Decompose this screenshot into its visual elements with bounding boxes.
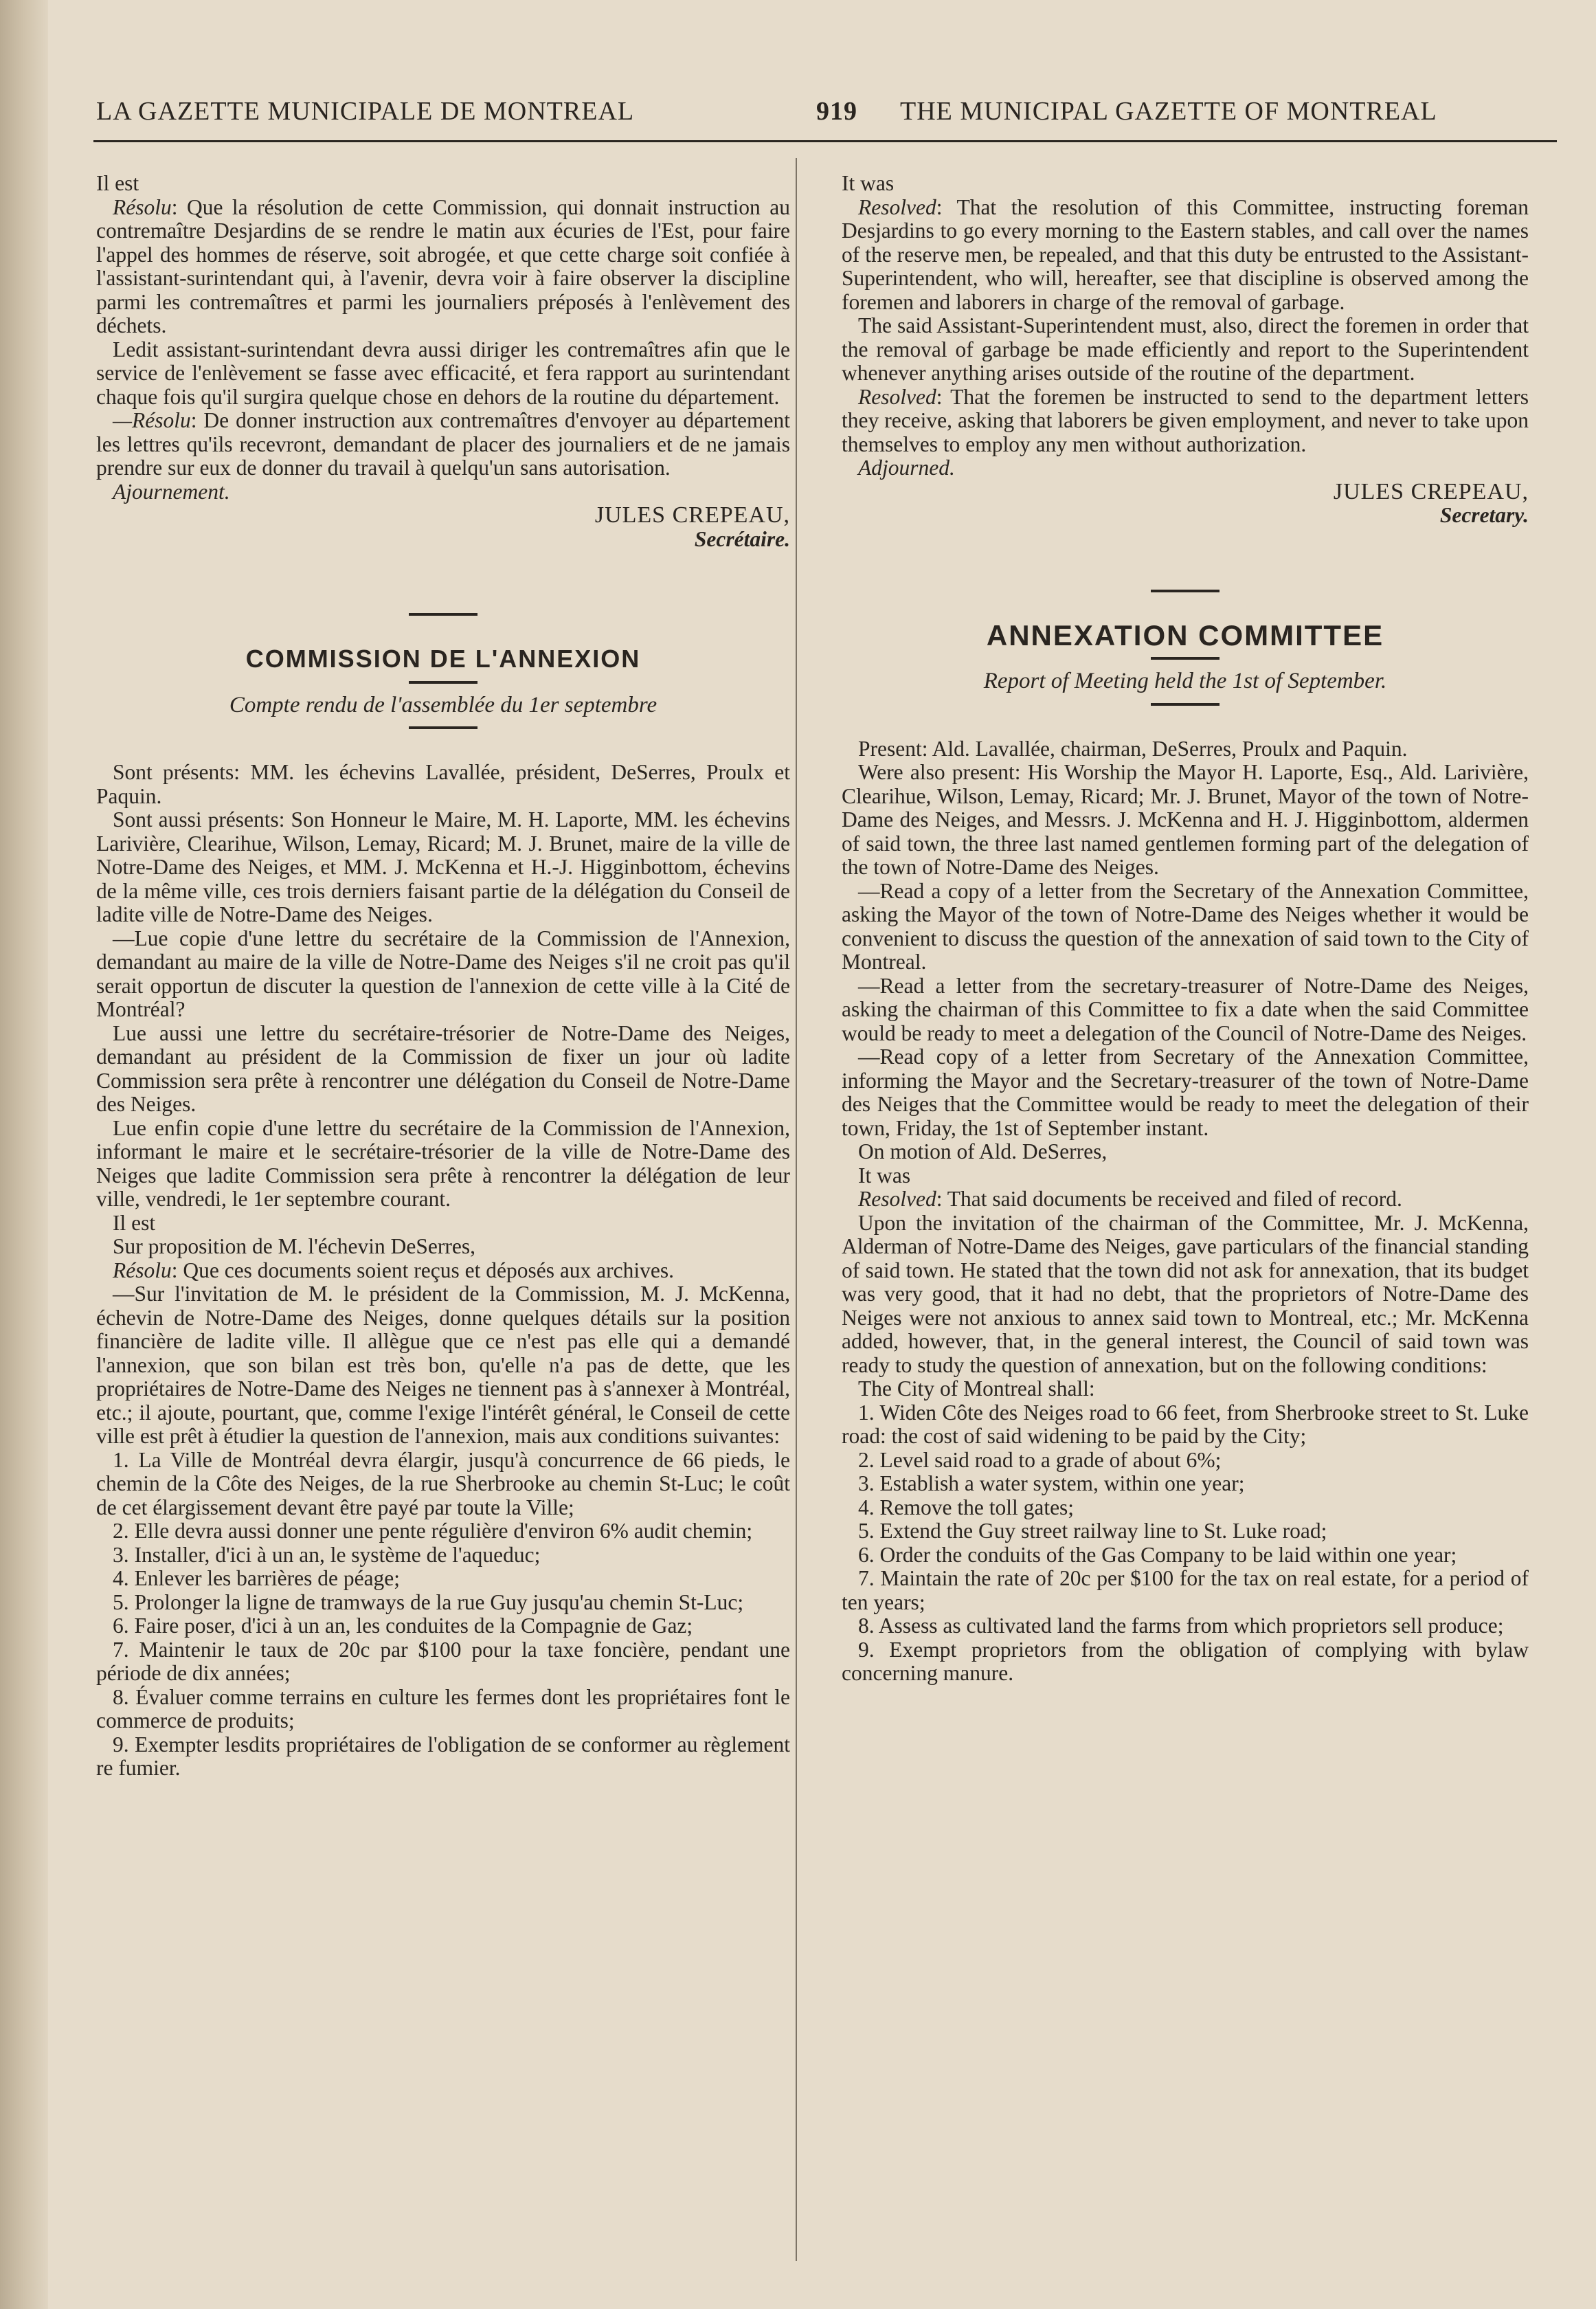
en-letter-1: —Read a copy of a letter from the Secretary of the Annexation Committee, asking the Mayor of the town of Notre-Dame des Neiges whether it would be convenient to discuss the question of the annexation of said town to the City of Montreal. <box>842 878 1529 974</box>
en-paragraph-assistant: The said Assistant-Superintendent must, also, direct the foremen in order that the removal of garbage be made efficiently and report to the Superintendent whenever anything arises outside of the routine of the department. <box>842 313 1529 385</box>
en-adjourned: Adjourned. <box>858 456 955 480</box>
en-resolution-1-label: Resolved <box>858 194 936 219</box>
en-subtitle: Report of Meeting held the 1st of September. <box>983 669 1387 693</box>
english-column <box>842 172 1529 1686</box>
en-it-was: It was <box>842 171 895 195</box>
en-resolution-2 <box>842 386 1529 457</box>
header-rule <box>93 140 1557 142</box>
fr-resolution-1-label: Résolu <box>113 194 172 219</box>
fr-it-was: Il est <box>96 171 139 195</box>
list-item: 6. Order the conduits of the Gas Company to be laid within one year; <box>858 1542 1457 1567</box>
fr-resolution-3-text: : Que ces documents soient reçus et déposés aux archives. <box>171 1258 675 1282</box>
fr-motion: Sur proposition de M. l'échevin DeSerres, <box>113 1234 475 1258</box>
list-item: 4. Enlever les barrières de péage; <box>113 1566 401 1590</box>
page-number: 919 <box>816 97 857 126</box>
en-resolution-1 <box>842 196 1529 315</box>
gazette-page <box>55 0 1596 2309</box>
fr-resolution-2-label: —Résolu <box>113 408 191 432</box>
fr-present: Sont présents: MM. les échevins Lavallée, président, DeSerres, Proulx et Paquin. <box>96 760 790 808</box>
fr-signature-title: Secrétaire. <box>694 526 790 551</box>
fr-adjournment: Ajournement. <box>113 479 230 504</box>
en-resolution-2-text: : That the foremen be instructed to send to the department letters they receive, asking that laborers be given employment, and never to take upon themselves to employ any men without authorization. <box>842 384 1529 456</box>
list-item: 3. Installer, d'ici à un an, le système de l'aqueduc; <box>113 1542 541 1567</box>
list-item: 6. Faire poser, d'ici à un an, les conduites de la Compagnie de Gaz; <box>113 1614 693 1638</box>
en-letter-3: —Read copy of a letter from Secretary of the Annexation Committee, informing the Mayor and the Secretary-treasurer of the town of Notre-Dame des Neiges that the Committee would be ready to meet the delegation of their town, Friday, the 1st of September instant. <box>842 1045 1529 1140</box>
list-item: 1. Widen Côte des Neiges road to 66 feet, from Sherbrooke street to St. Luke road: the cost of said widening to be paid by the City; <box>842 1400 1529 1448</box>
list-item: 2. Elle devra aussi donner une pente régulière d'environ 6% audit chemin; <box>113 1519 753 1543</box>
list-item: 8. Évaluer comme terrains en culture les fermes dont les propriétaires font le commerce de produits; <box>96 1684 790 1732</box>
list-item: 7. Maintain the rate of 20c per $100 for the tax on real estate, for a period of ten years; <box>842 1566 1529 1614</box>
en-resolution-2-label: Resolved <box>858 384 936 409</box>
fr-letter-3: Lue enfin copie d'une lettre du secrétaire de la Commission de l'Annexion, informant le maire et le secrétaire-trésorier de la ville de Notre-Dame des Neiges que ladite Commission sera prête à rencontrer la délégation de leur ville, vendredi, le 1er septembre courant. <box>96 1115 790 1211</box>
en-resolution-1-text: : That the resolution of this Committee, instructing foreman Desjardins to go every morning to the Eastern stables, and call over the names of the reserve men, be repealed, and that this duty be entrusted to the Assistant-Superintendent, who will, hereafter, see that discipline is observed among the foremen and laborers in charge of the removal of garbage. <box>842 194 1529 314</box>
en-city-shall: The City of Montreal shall: <box>858 1376 1095 1401</box>
list-item: 5. Extend the Guy street railway line to St. Luke road; <box>858 1519 1327 1543</box>
list-item: 9. Exempt proprietors from the obligation of complying with bylaw concerning manure. <box>842 1637 1529 1685</box>
column-divider <box>796 158 797 2261</box>
fr-letter-2: Lue aussi une lettre du secrétaire-trésorier de Notre-Dame des Neiges, demandant au président de la Commission de fixer un jour où ladite Commission sera prête à rencontrer une délégation du Conseil de Notre-Dame des Neiges. <box>96 1020 790 1116</box>
en-resolution-3-label: Resolved <box>858 1187 936 1211</box>
fr-it-was-2: Il est <box>113 1210 156 1235</box>
en-also-present: Were also present: His Worship the Mayor H. Laporte, Esq., Ald. Larivière, Clearihue, Wilson, Lemay, Ricard; Mr. J. Brunet, Mayor of the town of Notre-Dame des Neiges, and Messrs. J. McKenna and H. J. Higginbottom, aldermen of said town, the three last named gentlemen forming part of the delegation of the town of Notre-Dame des Neiges. <box>842 760 1529 879</box>
en-present: Present: Ald. Lavallée, chairman, DeSerres, Proulx and Paquin. <box>858 736 1408 761</box>
fr-also-present: Sont aussi présents: Son Honneur le Maire, M. H. Laporte, MM. les échevins Larivière, Clearihue, Wilson, Lemay, Ricard; M. J. Brunet, maire de la ville de Notre-Dame des Neiges, et MM. J. McKenna et H.-J. Higginbottom, échevins de la même ville, ces trois derniers faisant partie de la délégation du Conseil de ladite ville de Notre-Dame des Neiges. <box>96 807 790 926</box>
en-section-title: ANNEXATION COMMITTEE <box>986 618 1384 651</box>
fr-subtitle: Compte rendu de l'assemblée du 1er septembre <box>229 692 657 717</box>
fr-letter-1: —Lue copie d'une lettre du secrétaire de la Commission de l'Annexion, demandant au maire de la ville de Notre-Dame des Neiges s'il ne croit pas qu'il serait opportun de discuter la question de l'annexion de cette ville à la Cité de Montréal? <box>96 926 790 1021</box>
fr-resolution-2 <box>96 409 790 480</box>
list-item: 1. La Ville de Montréal devra élargir, jusqu'à concurrence de 66 pieds, le chemin de la Côte des Neiges, de la rue Sherbrooke au chemin St-Luc; le coût de cet élargissement devant être payé par toute la Ville; <box>96 1447 790 1519</box>
en-signature-name: JULES CREPEAU, <box>1333 478 1529 504</box>
fr-resolution-3 <box>96 1259 790 1283</box>
fr-resolution-2-text: : De donner instruction aux contremaîtres d'envoyer au département les lettres qu'ils recevront, demandant de placer des journaliers et de ne jamais prendre sur eux de donner du travail à quelqu'un sans autorisation. <box>96 408 790 480</box>
fr-resolution-1 <box>96 196 790 338</box>
running-header <box>96 96 1553 137</box>
fr-signature-name: JULES CREPEAU, <box>594 502 790 528</box>
fr-mckenna-statement: —Sur l'invitation de M. le président de la Commission, M. J. McKenna, échevin de Notre-Dame des Neiges, donne quelques détails sur la position financière de ladite ville. Il allègue que ce n'est pas elle qui a demandé l'annexion, que son bilan est très bon, qu'elle n'a pas de dette, que les propriétaires de Notre-Dame des Neiges ne tiennent pas à s'annexer à Montréal, etc.; il ajoute, pourtant, que, comme l'exige l'intérêt général, le Conseil de cette ville est prêt à étudier la question de l'annexion, mais aux conditions suivantes: <box>96 1282 790 1448</box>
en-signature-title: Secretary. <box>1439 503 1529 527</box>
list-item: 5. Prolonger la ligne de tramways de la rue Guy jusqu'au chemin St-Luc; <box>113 1589 744 1614</box>
list-item: 9. Exempter lesdits propriétaires de l'obligation de se conformer au règlement re fumier. <box>96 1732 790 1780</box>
page-binding-shadow <box>0 0 48 2309</box>
en-resolution-3 <box>842 1187 1529 1212</box>
fr-paragraph-assistant: Ledit assistant-surintendant devra aussi diriger les contremaîtres afin que le service de l'enlèvement se fasse avec efficacité, et fera rapport au surintendant chaque fois qu'il surgira quelque chose en dehors de la routine du département. <box>96 337 790 409</box>
list-item: 3. Establish a water system, within one year; <box>858 1471 1245 1495</box>
fr-section-title: COMMISSION DE L'ANNEXION <box>245 645 641 673</box>
en-resolution-3-text: : That said documents be received and filed of record. <box>936 1187 1402 1211</box>
list-item: 2. Level said road to a grade of about 6%; <box>858 1447 1222 1472</box>
header-title-english: THE MUNICIPAL GAZETTE OF MONTREAL <box>900 97 1437 126</box>
en-letter-2: —Read a letter from the secretary-treasurer of Notre-Dame des Neiges, asking the chairman of this Committee to fix a date when the said Committee would be ready to meet a delegation of the Council of Notre-Dame des Neiges. <box>842 973 1529 1045</box>
list-item: 8. Assess as cultivated land the farms from which proprietors sell produce; <box>858 1614 1504 1638</box>
list-item: 4. Remove the toll gates; <box>858 1495 1075 1519</box>
en-conditions-list <box>842 1401 1529 1686</box>
en-motion: On motion of Ald. DeSerres, <box>858 1139 1108 1163</box>
list-item: 7. Maintenir le taux de 20c par $100 pour la taxe foncière, pendant une période de dix années; <box>96 1637 790 1685</box>
en-it-was-2: It was <box>858 1163 911 1187</box>
header-title-french: LA GAZETTE MUNICIPALE DE MONTREAL <box>96 97 635 126</box>
fr-resolution-1-text: : Que la résolution de cette Commission, qui donnait instruction au contremaître Desjardins de se rendre le matin aux écuries de l'Est, pour faire l'appel des hommes de réserve, soit abrogée, et que cette charge soit confiée à l'assistant-surintendant qui, à l'avenir, devra voir à faire observer la discipline parmi les contremaîtres et parmi les journaliers préposés à l'enlèvement des déchets. <box>96 194 790 337</box>
fr-conditions-list <box>96 1449 790 1781</box>
french-column <box>96 172 790 1781</box>
en-mckenna-statement: Upon the invitation of the chairman of the Committee, Mr. J. McKenna, Alderman of Notre-Dame des Neiges, gave particulars of the financial standing of said town. He stated that the town did not ask for annexation, that its budget was very good, that it had no debt, that the proprietors of Notre-Dame des Neiges were not anxious to annex said town to Montreal, etc.; Mr. McKenna added, however, that, in the general interest, the Council of said town was ready to study the question of annexation, but on the following conditions: <box>842 1210 1529 1377</box>
fr-resolution-3-label: Résolu <box>113 1258 172 1282</box>
